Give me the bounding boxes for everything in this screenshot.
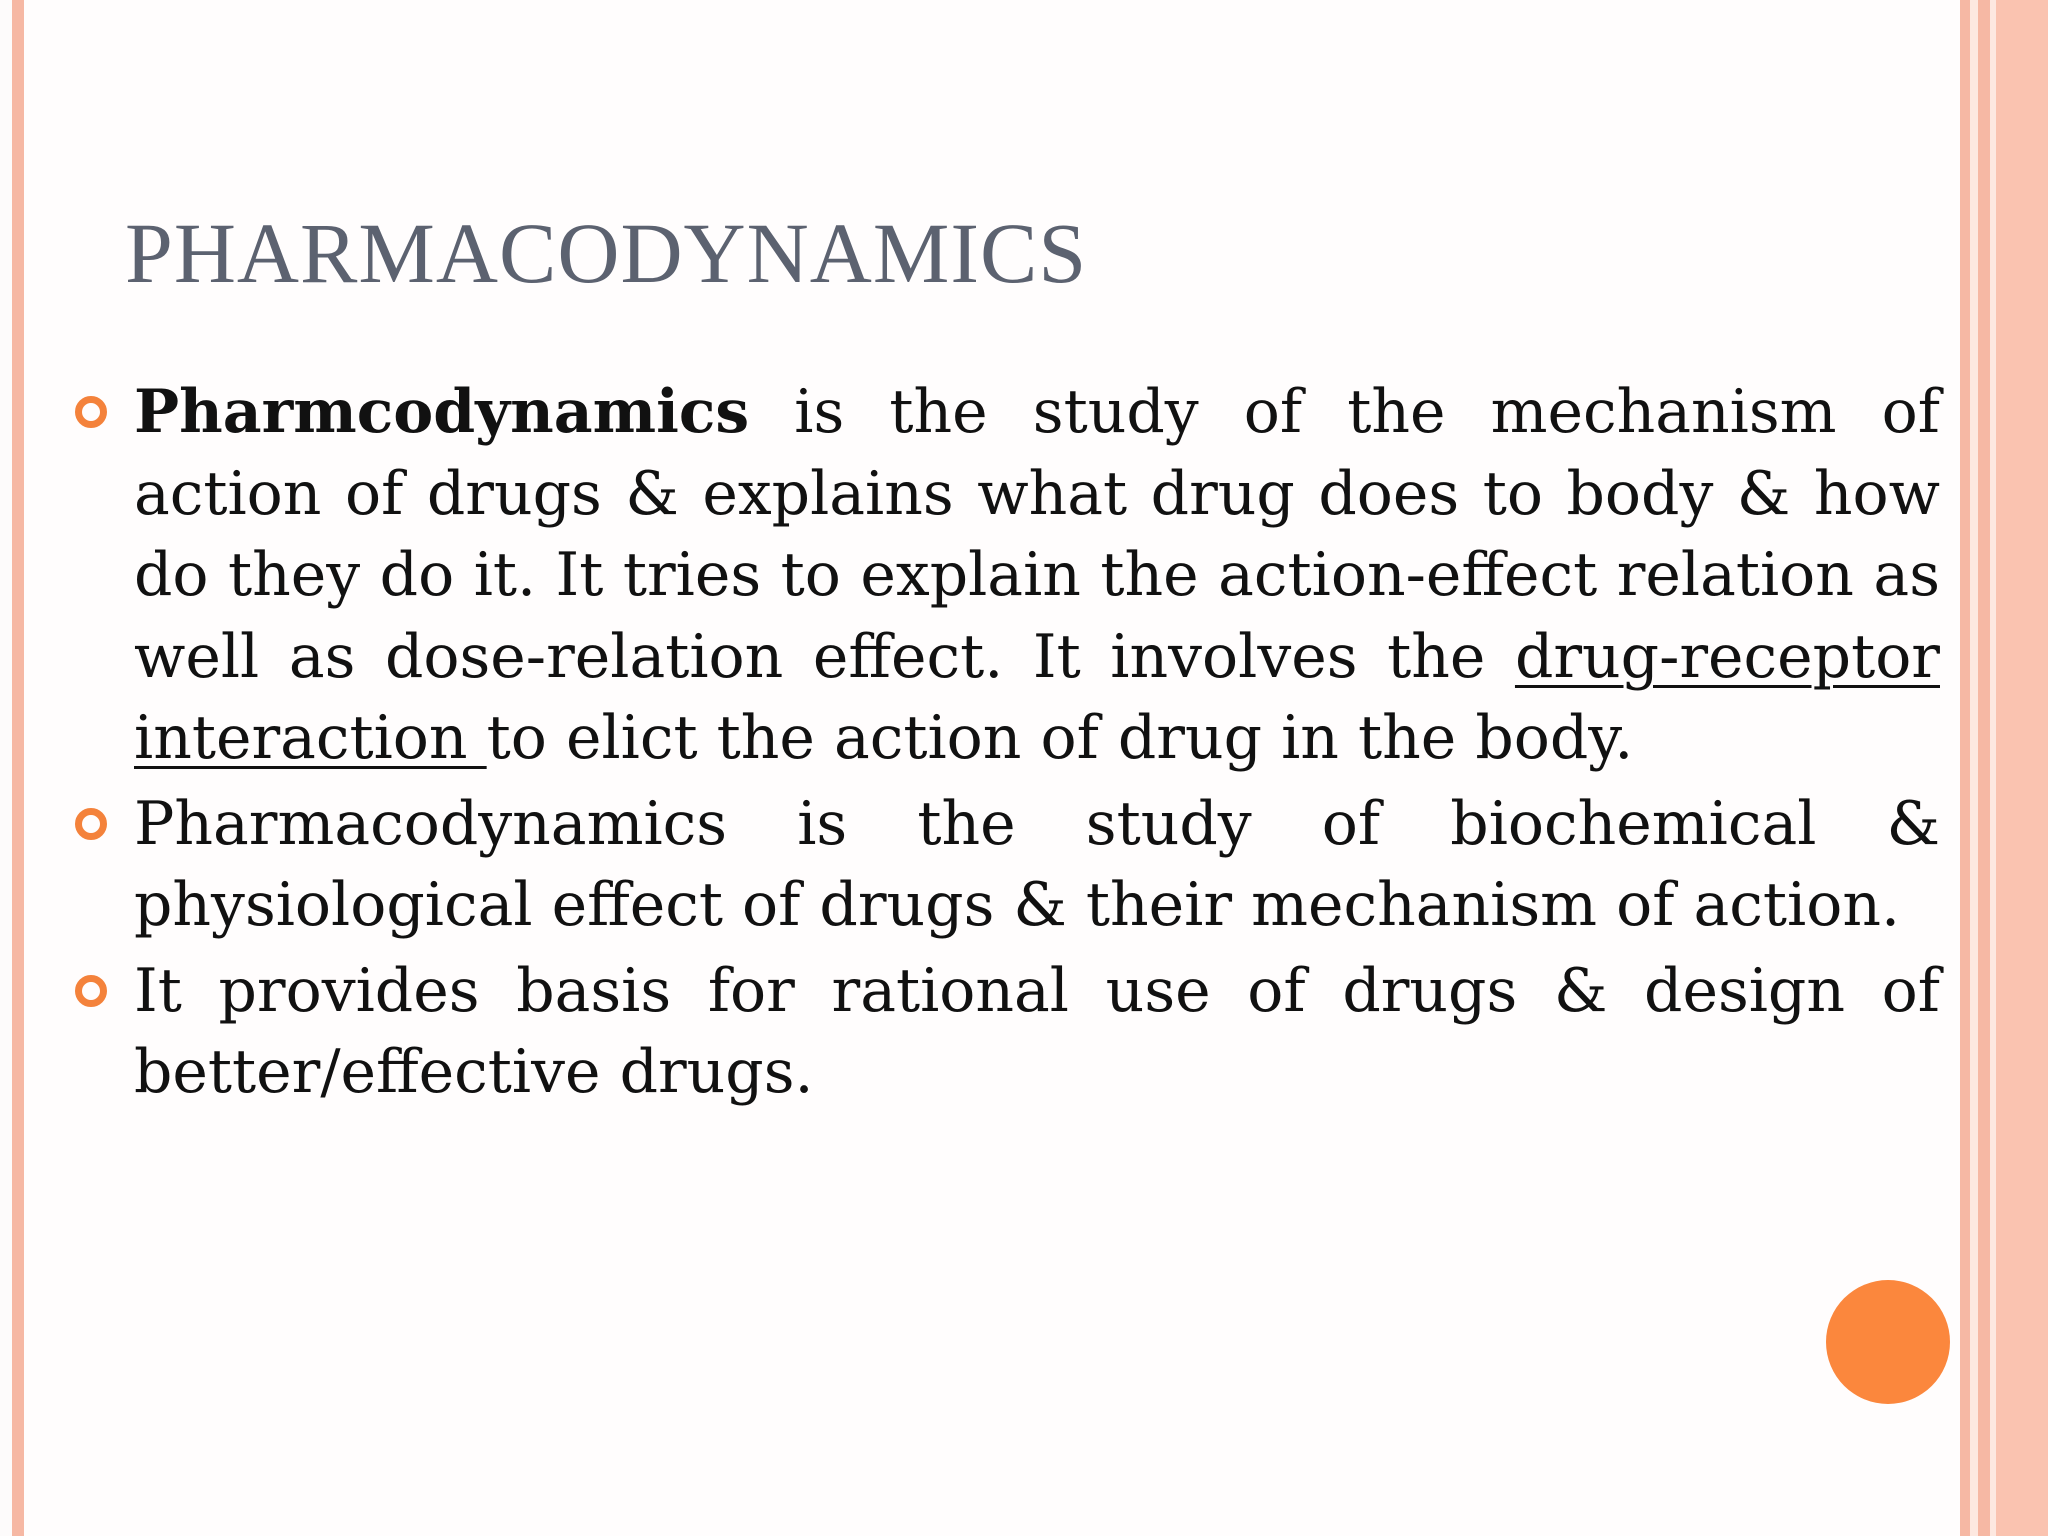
term-bold: Pharmcodynamics [134,377,750,447]
right-border-band [1978,0,1990,1536]
left-border-band [12,0,24,1536]
bullet-item-rational-use [134,951,1940,1114]
ring-bullet-icon [75,975,107,1007]
bullet-text: to elict the action of drug in the body. [486,703,1634,773]
underlined-term: drug-receptor interaction [134,621,1940,773]
bullet-list [134,372,1940,1118]
right-border-band [1970,0,1978,1536]
bullet-item-biochemical [134,784,1940,947]
bullet-text: is the study of the mechanism of action of drugs & explains what drug does to body & how do they do it. It tries to explain the action-effect relation as well as dose-relation effect. It involves the [134,377,1940,692]
right-border-band [1996,0,2048,1536]
slide-title: PHARMACODYNAMICS [125,205,1088,301]
decorative-circle-icon [1826,1280,1950,1404]
bullet-item-definition [134,372,1940,780]
ring-bullet-icon [75,808,107,840]
ring-bullet-icon [75,396,107,428]
right-border-band [1960,0,1970,1536]
bullet-text: It provides basis for rational use of drugs & design of better/effective drugs. [134,955,1940,1107]
bullet-text: Pharmacodynamics is the study of biochemical & physiological effect of drugs & their mechanism of action. [134,788,1940,940]
